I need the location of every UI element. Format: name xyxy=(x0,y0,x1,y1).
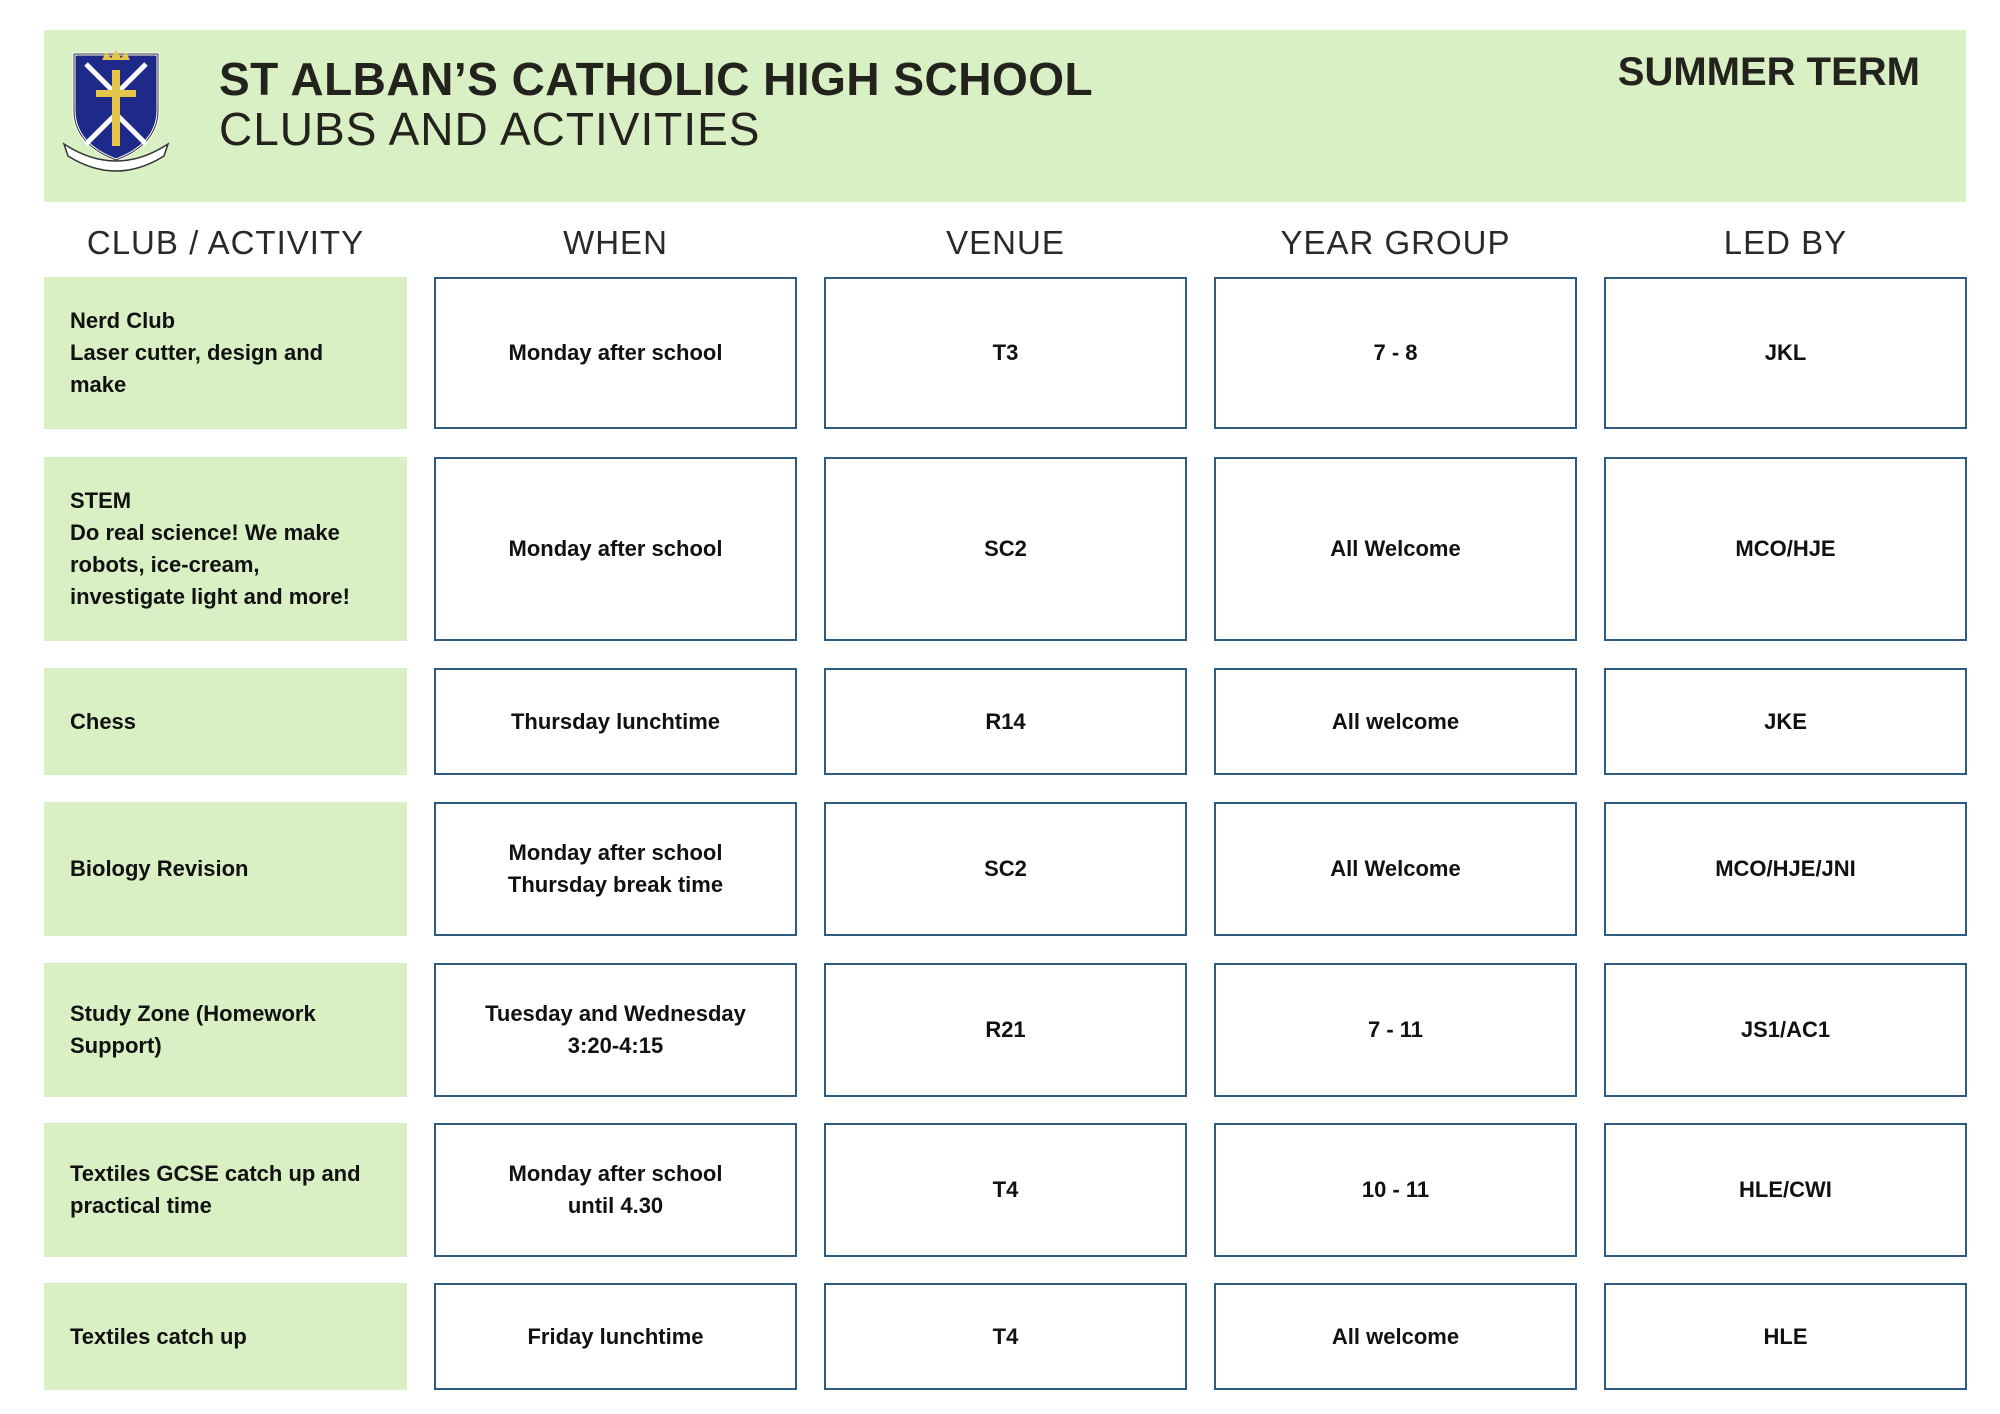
cell-text: MCO/HJE/JNI xyxy=(1715,856,1856,881)
table-cell-when xyxy=(434,277,797,429)
table-cell-year-group xyxy=(1214,963,1577,1097)
table-cell-year-group xyxy=(1214,802,1577,936)
table-cell-year-group xyxy=(1214,1283,1577,1390)
table-cell-when xyxy=(434,1283,797,1390)
table-cell-venue xyxy=(824,963,1187,1097)
table-cell-club-activity xyxy=(44,457,407,641)
cell-text: 10 - 11 xyxy=(1361,1177,1430,1202)
cell-text: Textiles catch up xyxy=(70,1323,247,1349)
table-cell-venue xyxy=(824,277,1187,429)
cell-text: SC2 xyxy=(984,856,1027,881)
cell-text: Monday after school until 4.30 xyxy=(508,1161,723,1218)
cell-text: All Welcome xyxy=(1330,536,1461,561)
table-cell-when xyxy=(434,668,797,775)
table-cell-led-by xyxy=(1604,1123,1967,1257)
column-when-header: WHEN xyxy=(563,224,668,261)
table-cell-club-activity xyxy=(44,1123,407,1257)
table-cell-year-group xyxy=(1214,457,1577,641)
table-cell-venue xyxy=(824,1123,1187,1257)
cell-text: JKE xyxy=(1764,708,1807,734)
table-cell-venue xyxy=(824,668,1187,775)
school-crest-icon xyxy=(62,48,170,172)
table-cell-led-by xyxy=(1604,668,1967,775)
cell-text: HLE xyxy=(1763,1323,1808,1349)
cell-text: T3 xyxy=(992,340,1019,365)
cell-text: T4 xyxy=(992,1177,1019,1202)
cell-text: SC2 xyxy=(984,536,1027,561)
page-subtitle: CLUBS AND ACTIVITIES xyxy=(219,103,761,155)
table-cell-club-activity xyxy=(44,668,407,775)
table-cell-venue xyxy=(824,802,1187,936)
table-cell-when xyxy=(434,963,797,1097)
table-cell-club-activity xyxy=(44,277,407,429)
cell-text: Monday after school Thursday break time xyxy=(507,840,724,897)
column-led-by-header: LED BY xyxy=(1723,224,1848,261)
cell-text: STEM Do real science! We make robots, ice-cream, investigate light and more! xyxy=(70,488,350,609)
cell-text: R14 xyxy=(985,708,1026,734)
term-label: SUMMER TERM xyxy=(1617,50,1920,94)
table-cell-year-group xyxy=(1214,1123,1577,1257)
table-cell-led-by xyxy=(1604,277,1967,429)
table-cell-club-activity xyxy=(44,802,407,936)
table-cell-led-by xyxy=(1604,963,1967,1097)
cell-text: Nerd Club Laser cutter, design and make xyxy=(70,308,324,397)
page-header xyxy=(44,30,1966,202)
table-cell-venue xyxy=(824,457,1187,641)
cell-text: R21 xyxy=(985,1017,1026,1042)
cell-text: Chess xyxy=(70,708,137,734)
cell-text: All Welcome xyxy=(1330,856,1461,881)
table-cell-when xyxy=(434,457,797,641)
cell-text: 7 - 11 xyxy=(1367,1017,1424,1042)
cell-text: T4 xyxy=(992,1323,1019,1349)
cell-text: JS1/AC1 xyxy=(1740,1017,1831,1042)
cell-text: Friday lunchtime xyxy=(527,1323,704,1349)
cell-text: Textiles GCSE catch up and practical time xyxy=(70,1161,361,1218)
cell-text: HLE/CWI xyxy=(1739,1177,1832,1202)
cell-text: Monday after school xyxy=(508,536,723,561)
table-cell-venue xyxy=(824,1283,1187,1390)
cell-text: Thursday lunchtime xyxy=(510,708,721,734)
cell-text: MCO/HJE xyxy=(1735,536,1836,561)
table-cell-year-group xyxy=(1214,277,1577,429)
table-cell-led-by xyxy=(1604,802,1967,936)
cell-text: Study Zone (Homework Support) xyxy=(70,1001,316,1058)
cell-text: All welcome xyxy=(1331,1323,1460,1349)
cell-text: Monday after school xyxy=(508,340,723,365)
cell-text: JKL xyxy=(1764,340,1807,365)
table-cell-led-by xyxy=(1604,457,1967,641)
column-year-group-header: YEAR GROUP xyxy=(1280,224,1511,261)
table-cell-when xyxy=(434,1123,797,1257)
cell-text: All welcome xyxy=(1331,708,1460,734)
school-name: ST ALBAN’S CATHOLIC HIGH SCHOOL xyxy=(219,53,1094,105)
table-cell-year-group xyxy=(1214,668,1577,775)
table-cell-club-activity xyxy=(44,1283,407,1390)
column-venue-header: VENUE xyxy=(946,224,1065,261)
table-cell-when xyxy=(434,802,797,936)
cell-text: Tuesday and Wednesday 3:20-4:15 xyxy=(485,1001,746,1058)
table-cell-led-by xyxy=(1604,1283,1967,1390)
column-club-activity-header: CLUB / ACTIVITY xyxy=(86,224,365,261)
table-cell-club-activity xyxy=(44,963,407,1097)
cell-text: Biology Revision xyxy=(70,856,249,881)
cell-text: 7 - 8 xyxy=(1373,340,1418,365)
